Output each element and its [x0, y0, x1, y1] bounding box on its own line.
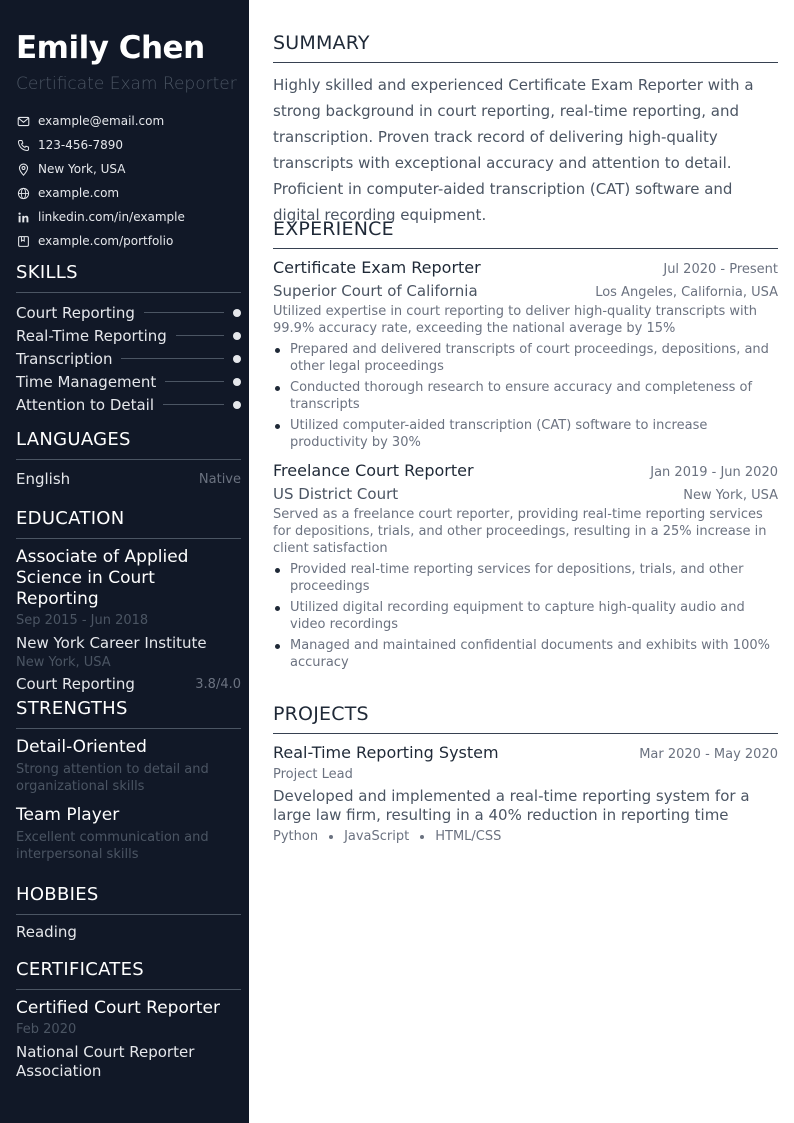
- skill-item: [16, 393, 241, 416]
- education-heading: EDUCATION: [16, 508, 241, 539]
- skill-item: [16, 347, 241, 370]
- job-company: Superior Court of California: [273, 282, 478, 300]
- job-header: [273, 258, 778, 277]
- skill-level-dot: [233, 378, 241, 386]
- job-bullet: Provided real-time reporting services for depositions, trials, and other proceedings: [273, 561, 778, 595]
- globe-icon: [16, 186, 30, 200]
- job-subheader: [273, 277, 778, 300]
- skill-label: Real-Time Reporting: [16, 326, 167, 345]
- hobby-item: Reading: [16, 923, 77, 941]
- contact-list: [16, 109, 241, 253]
- summary-section: [273, 32, 778, 228]
- job-bullet: Conducted thorough research to ensure accuracy and completeness of transcripts: [273, 379, 778, 413]
- job-title: Freelance Court Reporter: [273, 461, 474, 480]
- language-level: Native: [198, 471, 241, 487]
- candidate-name: Emily Chen: [16, 30, 205, 66]
- skill-label: Attention to Detail: [16, 395, 155, 414]
- skill-line: [176, 335, 224, 336]
- summary-heading: SUMMARY: [273, 32, 778, 63]
- contact-portfolio[interactable]: [16, 229, 241, 253]
- strength-item: [16, 805, 241, 863]
- strength-description: Strong attention to detail and organizational skills: [16, 762, 209, 794]
- strength-description: Excellent communication and interpersonal skills: [16, 830, 209, 862]
- project-description: Developed and implemented a real-time reporting system for a large law firm, resulting in a 40% reduction in reporting time: [273, 787, 750, 824]
- project-role: Project Lead: [273, 767, 353, 782]
- project-entry: [273, 743, 778, 844]
- contact-website-text: example.com: [38, 186, 120, 200]
- projects-heading: PROJECTS: [273, 703, 778, 734]
- strengths-section: [16, 698, 241, 863]
- email-icon: [16, 114, 30, 128]
- job-bullet: Utilized digital recording equipment to capture high-quality audio and video recordings: [273, 599, 778, 633]
- education-section: [16, 508, 241, 693]
- job-entry: [273, 461, 778, 671]
- strength-title: Detail-Oriented: [16, 737, 147, 757]
- job-location: New York, USA: [683, 488, 778, 503]
- certificates-section: [16, 959, 241, 1081]
- tech-separator-dot: [329, 835, 333, 839]
- job-description: Utilized expertise in court reporting to deliver high-quality transcripts with 99.9% accuracy rate, exceeding the national average by 15%: [273, 304, 757, 336]
- skill-line: [121, 358, 224, 359]
- experience-section: [273, 218, 778, 675]
- skill-line: [144, 312, 224, 313]
- job-header: [273, 461, 778, 480]
- job-description: Served as a freelance court reporter, providing real-time reporting services for depositions, trials, and other proceedings, resulting in a 25% increase in client satisfaction: [273, 507, 767, 556]
- certificate-date: Feb 2020: [16, 1022, 77, 1037]
- contact-email-text: example@email.com: [38, 114, 165, 128]
- project-dates: Mar 2020 - May 2020: [639, 747, 778, 762]
- education-field-row: [16, 675, 241, 693]
- job-dates: Jan 2019 - Jun 2020: [650, 465, 778, 480]
- education-school: New York Career Institute: [16, 634, 207, 652]
- skill-label: Transcription: [16, 349, 113, 368]
- project-tech: Python: [273, 829, 319, 844]
- skill-label: Time Management: [16, 372, 157, 391]
- skill-item: [16, 301, 241, 324]
- candidate-title: Certificate Exam Reporter: [16, 74, 237, 94]
- education-dates: Sep 2015 - Jun 2018: [16, 613, 149, 628]
- skills-section: [16, 262, 241, 416]
- language-item: [16, 468, 241, 490]
- job-subheader: [273, 480, 778, 503]
- skill-level-dot: [233, 355, 241, 363]
- strengths-heading: STRENGTHS: [16, 698, 241, 729]
- project-tech: JavaScript: [344, 829, 410, 844]
- hobbies-heading: HOBBIES: [16, 884, 241, 915]
- contact-email[interactable]: [16, 109, 241, 133]
- experience-heading: EXPERIENCE: [273, 218, 778, 249]
- project-tech-list: [273, 829, 778, 844]
- skill-level-dot: [233, 309, 241, 317]
- skill-level-dot: [233, 332, 241, 340]
- contact-location-text: New York, USA: [38, 162, 126, 176]
- job-bullet: Prepared and delivered transcripts of court proceedings, depositions, and other legal proceedings: [273, 341, 778, 375]
- job-bullet: Managed and maintained confidential documents and exhibits with 100% accuracy: [273, 637, 778, 671]
- skill-line: [163, 404, 224, 405]
- projects-section: [273, 703, 778, 844]
- job-location: Los Angeles, California, USA: [595, 285, 778, 300]
- contact-phone-text: 123-456-7890: [38, 138, 124, 152]
- languages-heading: LANGUAGES: [16, 429, 241, 460]
- contact-portfolio-text: example.com/portfolio: [38, 234, 174, 248]
- skills-heading: SKILLS: [16, 262, 241, 293]
- certificates-heading: CERTIFICATES: [16, 959, 241, 990]
- skill-level-dot: [233, 401, 241, 409]
- summary-text: Highly skilled and experienced Certificate Exam Reporter with a strong background in court reporting, real-time reporting, and transcription. Proven track record of delivering high-quality transcripts with exceptional accuracy and attention to detail. Proficient in computer-aided transcription (CAT) software and digital recording equipment.: [273, 76, 754, 224]
- languages-section: [16, 429, 241, 490]
- contact-location: [16, 157, 241, 181]
- sidebar: [0, 0, 249, 1123]
- job-dates: Jul 2020 - Present: [663, 262, 778, 277]
- location-icon: [16, 162, 30, 176]
- certificate-title: Certified Court Reporter: [16, 998, 220, 1018]
- skill-item: [16, 324, 241, 347]
- strength-item: [16, 737, 241, 795]
- education-gpa: 3.8/4.0: [195, 676, 241, 692]
- job-bullet: Utilized computer-aided transcription (CAT) software to increase productivity by 30%: [273, 417, 778, 451]
- project-header: [273, 743, 778, 762]
- language-name: English: [16, 470, 71, 488]
- strength-title: Team Player: [16, 805, 120, 825]
- skill-label: Court Reporting: [16, 303, 135, 322]
- contact-linkedin[interactable]: [16, 205, 241, 229]
- project-title: Real-Time Reporting System: [273, 743, 499, 762]
- portfolio-icon: [16, 234, 30, 248]
- contact-linkedin-text: linkedin.com/in/example: [38, 210, 185, 224]
- tech-separator-dot: [420, 835, 424, 839]
- job-bullets: [273, 341, 778, 451]
- phone-icon: [16, 138, 30, 152]
- education-location: New York, USA: [16, 655, 111, 670]
- project-tech: HTML/CSS: [435, 829, 502, 844]
- education-degree: Associate of Applied Science in Court Reporting: [16, 547, 189, 609]
- certificate-issuer: National Court Reporter Association: [16, 1043, 195, 1080]
- job-title: Certificate Exam Reporter: [273, 258, 481, 277]
- job-company: US District Court: [273, 485, 399, 503]
- job-bullets: [273, 561, 778, 671]
- job-entry: [273, 258, 778, 451]
- skill-line: [165, 381, 224, 382]
- contact-phone[interactable]: [16, 133, 241, 157]
- education-field: Court Reporting: [16, 675, 135, 693]
- contact-website[interactable]: [16, 181, 241, 205]
- skill-item: [16, 370, 241, 393]
- hobbies-section: [16, 884, 241, 941]
- linkedin-icon: [16, 210, 30, 224]
